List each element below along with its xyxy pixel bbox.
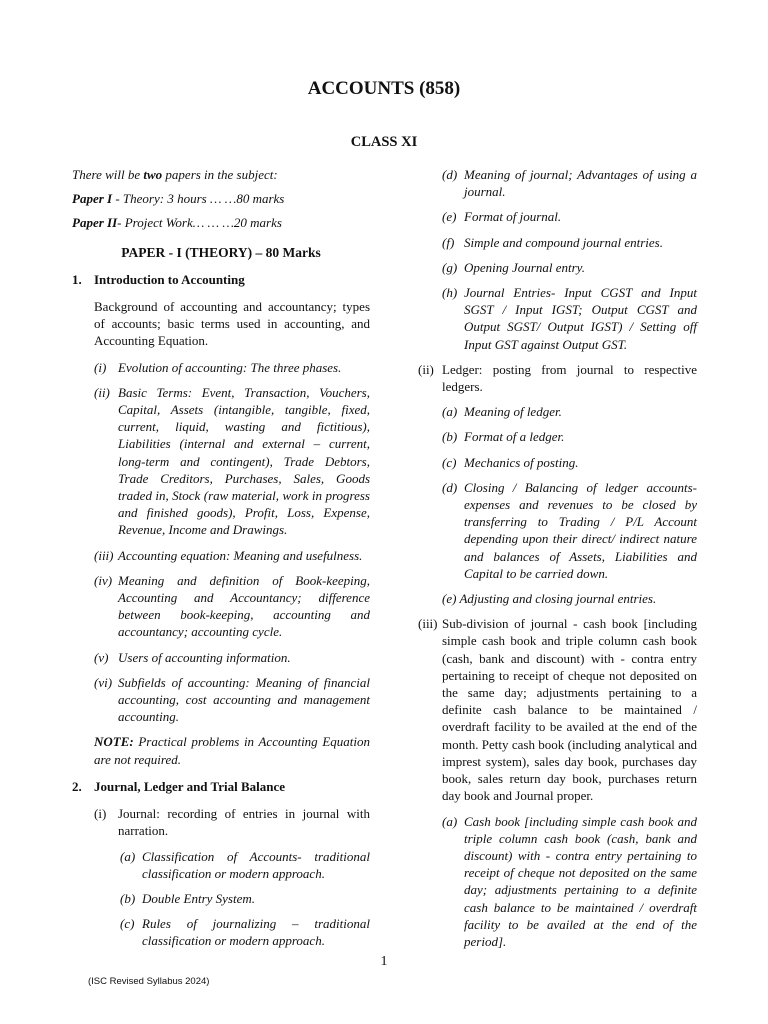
section-heading: 1. Introduction to Accounting <box>72 271 245 287</box>
paper1-line: Paper I - Theory: 3 hours … …80 marks <box>72 191 285 207</box>
paper2-line: Paper II- Project Work… … …20 marks <box>72 215 282 231</box>
list-item: (a) Meaning of ledger. <box>442 404 562 420</box>
list-item: (vi) Subfields of accounting: Meaning of financial accounting, cost accounting and management accounting. <box>94 674 370 725</box>
list-item: (iii) Sub-division of journal - cash book [including simple cash book and triple column cash book (cash, bank and discount) with - contra entry pertaining to receipt of cheque not deposited on the same day; adjustments pertaining to a definite cash balance to be maintained / overdraft facility to be availed at the end of the month. Petty cash book (including analytical and imprest system), sales day book, purchases day book, sales return day book, purchases return day book and Journal proper. <box>418 616 697 804</box>
right-column <box>418 166 697 958</box>
list-item: (i) Journal: recording of entries in journal with narration. <box>94 806 370 839</box>
page-number: 1 <box>380 954 388 969</box>
list-item: (b) Double Entry System. <box>120 890 256 906</box>
footer-note: (ISC Revised Syllabus 2024) <box>88 976 210 987</box>
list-item: (e) Format of journal. <box>442 209 562 225</box>
list-item: (ii) Basic Terms: Event, Transaction, Vouchers, Capital, Assets (intangible, tangible, fixed, current, liquid, wasting and fictitious), Liabilities (internal and external – current, long-term and contingent), Trade Debtors, Trade Creditors, Purchases, Sales, Goods traded in, Stock (raw material, work in progress and finished goods), Profit, Loss, Expense, Revenue, Income and Drawings. <box>94 384 370 538</box>
page-title: ACCOUNTS (858) <box>307 78 461 99</box>
list-item: (c) Mechanics of posting. <box>442 454 579 470</box>
list-item: (b) Format of a ledger. <box>442 429 565 445</box>
paper-heading: PAPER - I (THEORY) – 80 Marks <box>121 244 321 260</box>
list-item: (c) Rules of journalizing – traditional classification or modern approach. <box>120 916 370 949</box>
list-item: (i) Evolution of accounting: The three phases. <box>94 359 342 375</box>
list-item: (g) Opening Journal entry. <box>442 259 585 275</box>
list-item: (iii) Accounting equation: Meaning and usefulness. <box>94 547 363 563</box>
list-item: (d) Meaning of journal; Advantages of using a journal. <box>442 167 697 200</box>
class-title: CLASS XI <box>350 134 418 150</box>
list-item: (iv) Meaning and definition of Book-keeping, Accounting and Accountancy; difference between book-keeping, accounting and accountancy; accounting cycle. <box>94 572 370 640</box>
list-item: (e) Adjusting and closing journal entries. <box>442 591 657 607</box>
list-item: (d) Closing / Balancing of ledger accounts- expenses and revenues to be closed by transferring to Trading / P/L Account depending upon their direct/ indirect nature and balances of Assets, Liabilities and Capital to be carried down. <box>442 479 697 581</box>
list-item: (v) Users of accounting information. <box>94 649 291 665</box>
left-column <box>72 166 370 958</box>
section-body: Background of accounting and accountancy; types of accounts; basic terms used in accounting, and Accounting Equation. <box>94 299 370 349</box>
list-item: (a) Classification of Accounts- traditional classification or modern approach. <box>120 848 370 881</box>
list-item: (ii) Ledger: posting from journal to respective ledgers. <box>418 361 697 395</box>
section-heading: 2. Journal, Ledger and Trial Balance <box>72 778 286 794</box>
list-item: (f) Simple and compound journal entries. <box>442 234 663 250</box>
note: NOTE: Practical problems in Accounting Equation are not required. <box>94 734 370 767</box>
list-item: (a) Cash book [including simple cash book and triple column cash book (cash, bank and discount) with - contra entry pertaining to receipt of cheque not deposited on the same day; adjustments pertaining to a definite cash balance to be maintained / overdraft facility to be availed at the end of the period]. <box>442 813 697 949</box>
list-item: (h) Journal Entries- Input CGST and Input SGST / Input IGST; Output CGST and Output SGST/ Output IGST) / Setting off Input GST against Output GST. <box>442 285 697 352</box>
intro-line: There will be two papers in the subject: <box>72 167 278 182</box>
